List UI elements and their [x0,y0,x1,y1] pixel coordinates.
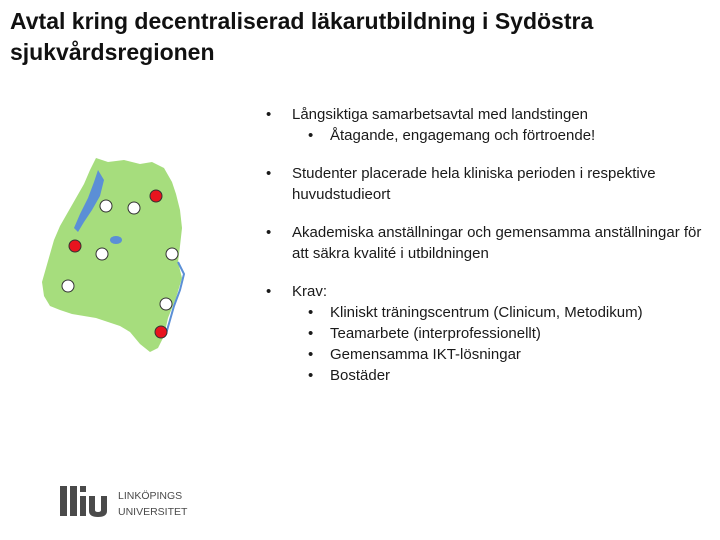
sub-bullet-text: Bostäder [330,367,391,384]
map-site-marker [62,280,74,292]
map-site-marker [166,248,178,260]
sub-bullet-text: Teamarbete (interprofessionellt) [330,325,541,342]
sub-bullet-item [308,365,716,386]
sub-bullet-text: Åtagande, engagemang och förtroende! [330,127,596,144]
sub-bullet-list [292,302,716,386]
map-site-marker-main [150,190,162,202]
bullet-item [266,163,716,205]
map-land [42,158,182,352]
sub-bullet-text: Kliniskt träningscentrum (Clinicum, Metodikum) [330,304,643,321]
sub-bullet-item [308,344,716,365]
map-site-marker-main [69,240,81,252]
bullet-item [266,104,716,146]
sub-bullet-item [308,323,716,344]
sub-bullet-item [308,125,716,146]
liu-logo-icon [58,484,198,524]
map-site-marker [128,202,140,214]
bullet-item [266,281,716,386]
university-logo [58,484,198,529]
logo-line-1: LINKÖPINGS [118,490,183,502]
bullet-text: Akademiska anställningar och gemensamma anställningar för att säkra kvalité i utbildningen [292,224,702,262]
sub-bullet-text: Gemensamma IKT-lösningar [330,346,521,363]
region-map [28,150,208,365]
bullet-text: Krav: [292,283,328,300]
bullet-text: Långsiktiga samarbetsavtal med landstingen [292,106,589,123]
sub-bullet-marker: • [308,127,314,144]
sub-bullet-list [292,125,716,146]
bullet-text: Studenter placerade hela kliniska perioden i respektive huvudstudieort [292,165,656,203]
sub-bullet-marker: • [308,304,314,321]
sub-bullet-marker: • [308,367,314,384]
bullet-marker: • [266,106,272,123]
sub-bullet-marker: • [308,346,314,363]
bullet-item [266,222,716,264]
bullet-list [266,104,716,403]
map-site-marker [96,248,108,260]
map-site-marker [100,200,112,212]
map-site-marker [160,298,172,310]
map-lake-small [110,236,122,244]
map-site-marker-main [155,326,167,338]
region-map-svg [28,150,208,360]
sub-bullet-marker: • [308,325,314,342]
bullet-marker: • [266,165,272,182]
bullet-marker: • [266,283,272,300]
page-title: Avtal kring decentraliserad läkarutbildning i Sydöstra sjukvårdsregionen [10,8,594,65]
logo-line-2: UNIVERSITET [118,506,188,518]
sub-bullet-item [308,302,716,323]
bullet-marker: • [266,224,272,241]
